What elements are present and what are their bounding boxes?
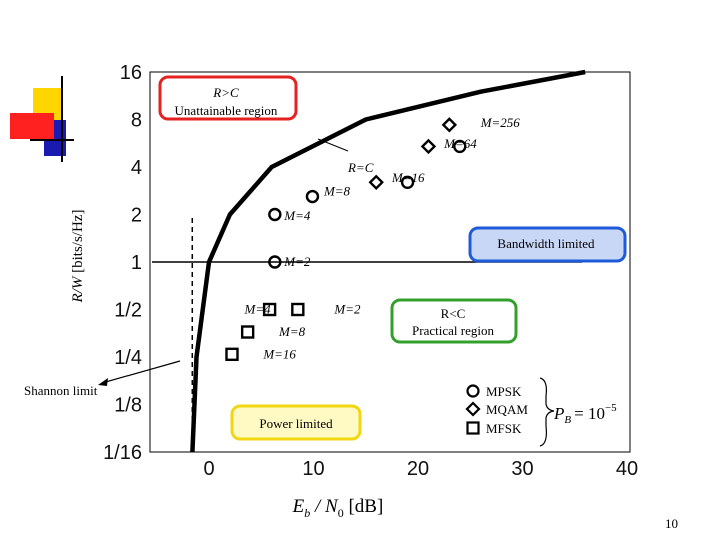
x-tick-label: 30 [511,458,534,480]
x-tick-labels [203,458,638,480]
y-tick-label: 1/8 [114,394,142,417]
y-tick-label: 1/16 [103,442,142,464]
y-tick-label: 8 [130,109,142,132]
mqam-point [422,140,434,152]
x-axis-label: $E_b / N_0$ [dB] [292,496,384,520]
bandwidth-limited-label: Bandwidth limited [497,236,595,251]
point-label: M=256 [480,115,520,131]
point-label: M=4 [244,301,271,317]
point-label: M=4 [284,208,311,224]
point-label: M=8 [323,183,351,199]
legend-mfsk-marker [468,423,479,434]
point-label: M=8 [279,324,306,340]
x-tick-label: 20 [406,458,430,480]
x-tick-label: 0 [203,458,215,480]
y-tick-labels [103,62,142,464]
mpsk-point [307,191,318,202]
legend-mqam: MQAM [486,402,528,417]
mfsk-point [242,327,253,338]
logo-red-square [10,113,54,139]
unattainable-region-label: Unattainable region [174,103,278,118]
y-tick-label: 2 [130,204,142,227]
x-tick-label: 10 [302,458,325,480]
legend-mpsk: MPSK [486,384,522,399]
mfsk-point [292,304,303,315]
y-tick-label: 1/2 [114,299,142,322]
mqam-point [370,176,382,188]
y-tick-label: 1 [130,252,142,274]
shannon-limit-label: Shannon limit [24,383,98,398]
legend-mqam-marker [467,403,479,415]
legend [467,378,617,446]
mpsk-point [269,209,280,220]
mqam-point [443,119,455,131]
practical-region-label: Practical region [412,323,494,338]
rc-pointer-line [318,139,348,151]
point-label: M=16 [263,346,296,362]
point-label: M=2 [334,301,361,317]
shannon-limit-arrowhead [98,378,108,386]
unattainable-region-title: R>C [213,85,239,100]
legend-brace [540,378,554,446]
legend-mpsk-marker [468,386,479,397]
page-number: 10 [665,516,678,531]
point-label: M=16 [391,170,425,186]
y-tick-label: 1/4 [114,347,142,369]
legend-mfsk: MFSK [486,421,522,436]
legend-formula: $P_B = 10^{-5}$ [554,402,617,426]
power-limited-label: Power limited [259,416,333,431]
point-label: M=64 [444,135,477,151]
y-axis-label: R/W [bits/s/Hz] [70,209,86,303]
decorative-logo [10,76,74,162]
point-label: R=C [347,159,374,175]
y-tick-label: 4 [130,157,142,179]
point-label: M=2 [284,254,311,269]
x-tick-label: 40 [615,458,639,480]
practical-region-title: R<C [440,306,466,321]
mfsk-point [226,349,237,360]
y-tick-label: 16 [119,62,142,84]
